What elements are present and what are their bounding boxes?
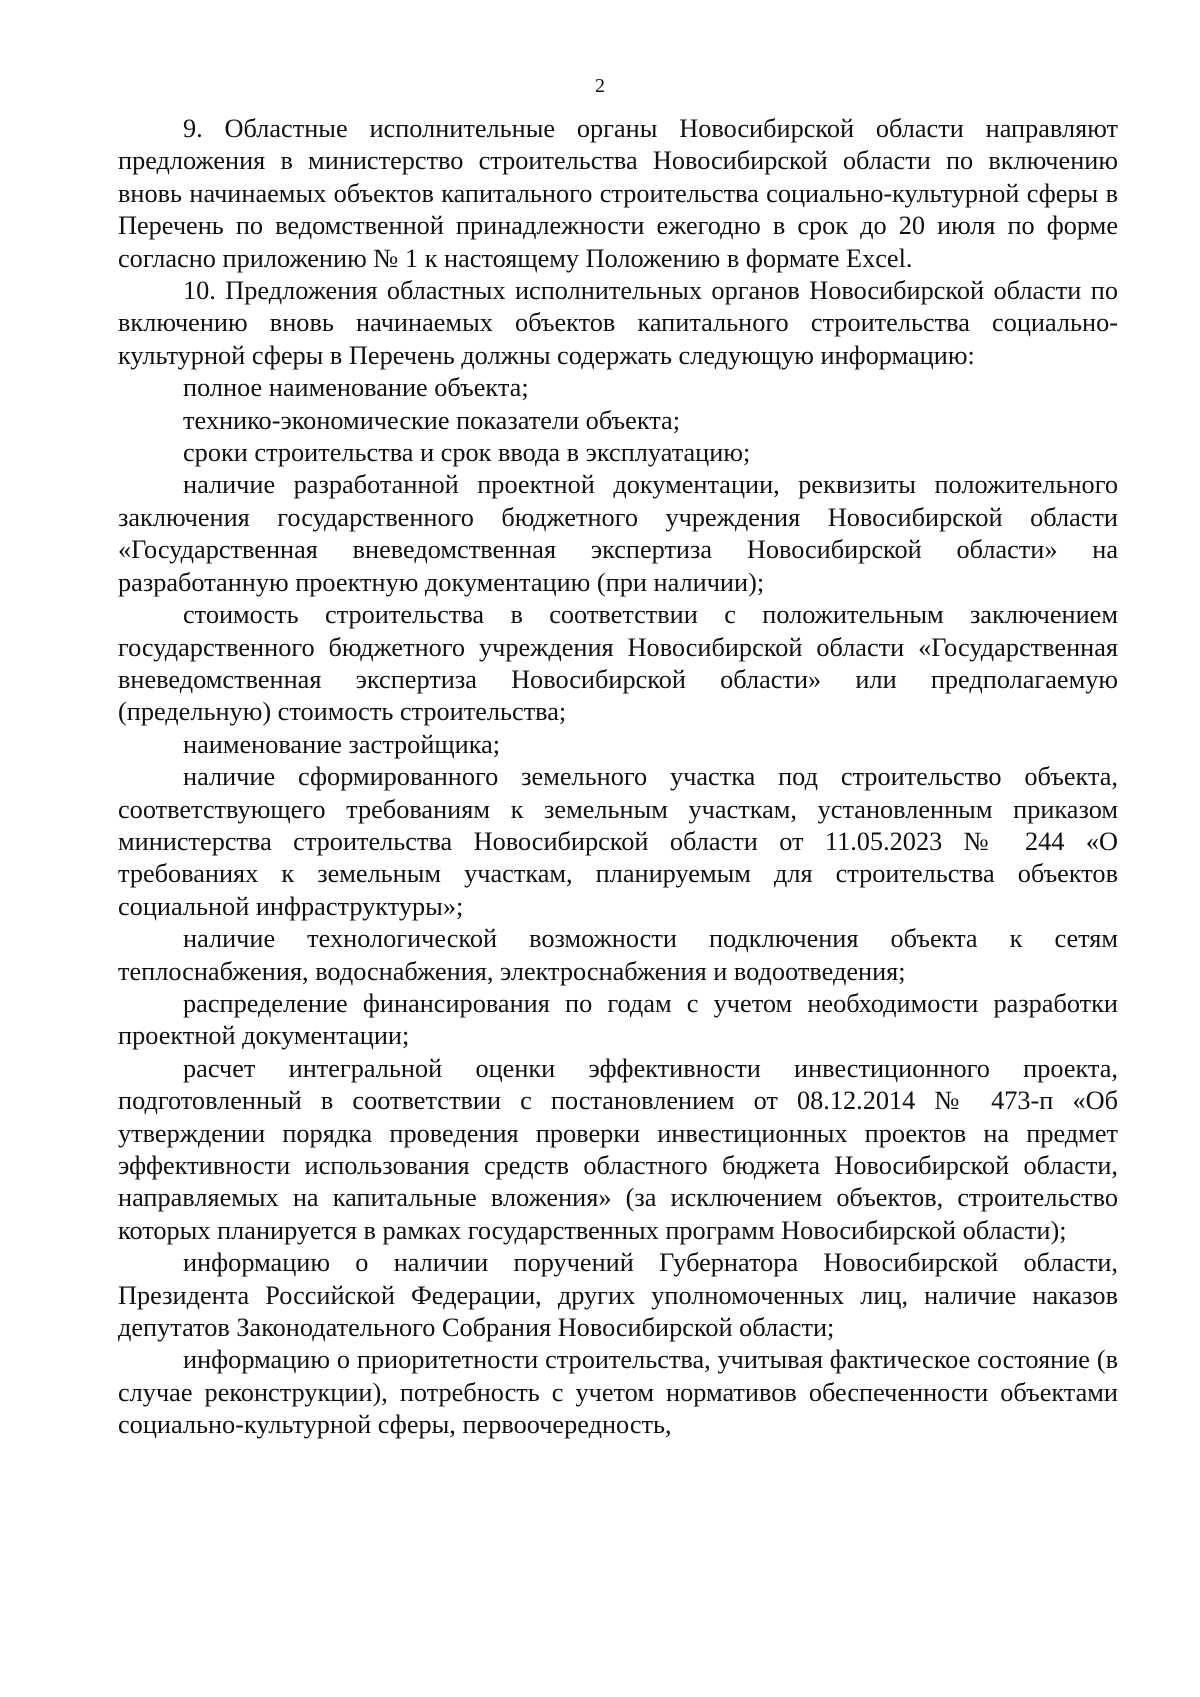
list-item-efficiency-assessment: расчет интегральной оценки эффективности инвестиционного проекта, подготовленный в соответствии с постановлением от 08.12.2014 № 473-п «Об утверждении порядка проведения проверки инвестиционных проектов на предмет эффективности использования средств областного бюджета Новосибирской области, направляемых на капитальные вложения» (за исключением объектов, строительство которых планируется в рамках государственных программ Новосибирской области); [118, 1053, 1118, 1245]
paragraph-9: 9. Областные исполнительные органы Новосибирской области направляют предложения в министерство строительства Новосибирской области по включению вновь начинаемых объектов капитального строительства социально-культурной сферы в Перечень по ведомственной принадлежности ежегодно в срок до 20 июля по форме согласно приложению № 1 к настоящему Положению в формате Excel. [118, 114, 1118, 273]
list-item-technical-indicators: технико-экономические показатели объекта; [183, 405, 681, 435]
page-number: 2 [595, 75, 605, 97]
list-item-financing-distribution: распределение финансирования по годам с учетом необходимости разработки проектной документации; [118, 988, 1118, 1051]
list-item-utility-connection: наличие технологической возможности подключения объекта к сетям теплоснабжения, водоснабжения, электроснабжения и водоотведения; [118, 924, 1118, 986]
list-item-construction-terms: сроки строительства и срок ввода в эксплуатацию; [183, 438, 751, 468]
list-item-land-plot: наличие сформированного земельного участка под строительство объекта, соответствующего требованиям к земельным участкам, установленным приказом министерства строительства Новосибирской области от 11.05.2023 № 244 «О требованиях к земельным участкам, планируемым для строительства объектов социальной инфраструктуры»; [118, 762, 1118, 921]
paragraph-10: 10. Предложения областных исполнительных органов Новосибирской области по включению вновь начинаемых объектов капитального строительства социально-культурной сферы в Перечень должны содержать следующую информацию: [118, 276, 1118, 370]
list-item-construction-cost: стоимость строительства в соответствии с положительным заключением государственного бюджетного учреждения Новосибирской области «Государственная вневедомственная экспертиза Новосибирской области» или предполагаемую (предельную) стоимость строительства; [118, 600, 1118, 727]
list-item-object-name: полное наименование объекта; [183, 373, 529, 403]
list-item-developer-name: наименование застройщика; [183, 729, 501, 759]
list-item-project-documentation: наличие разработанной проектной документации, реквизиты положительного заключения государственного бюджетного учреждения Новосибирской области «Государственная вневедомственная экспертиза Новосибирской области» на разработанную проектную документацию (при наличии); [118, 470, 1118, 597]
document-body [118, 113, 1118, 1442]
list-item-construction-priority: информацию о приоритетности строительства, учитывая фактическое состояние (в случае реконструкции), потребность с учетом нормативов обеспеченности объектами социально-культурной сферы, первоочередность, [118, 1345, 1118, 1440]
list-item-governor-instructions: информацию о наличии поручений Губернатора Новосибирской области, Президента Российской Федерации, других уполномоченных лиц, наличие наказов депутатов Законодательного Собрания Новосибирской области; [118, 1248, 1118, 1343]
